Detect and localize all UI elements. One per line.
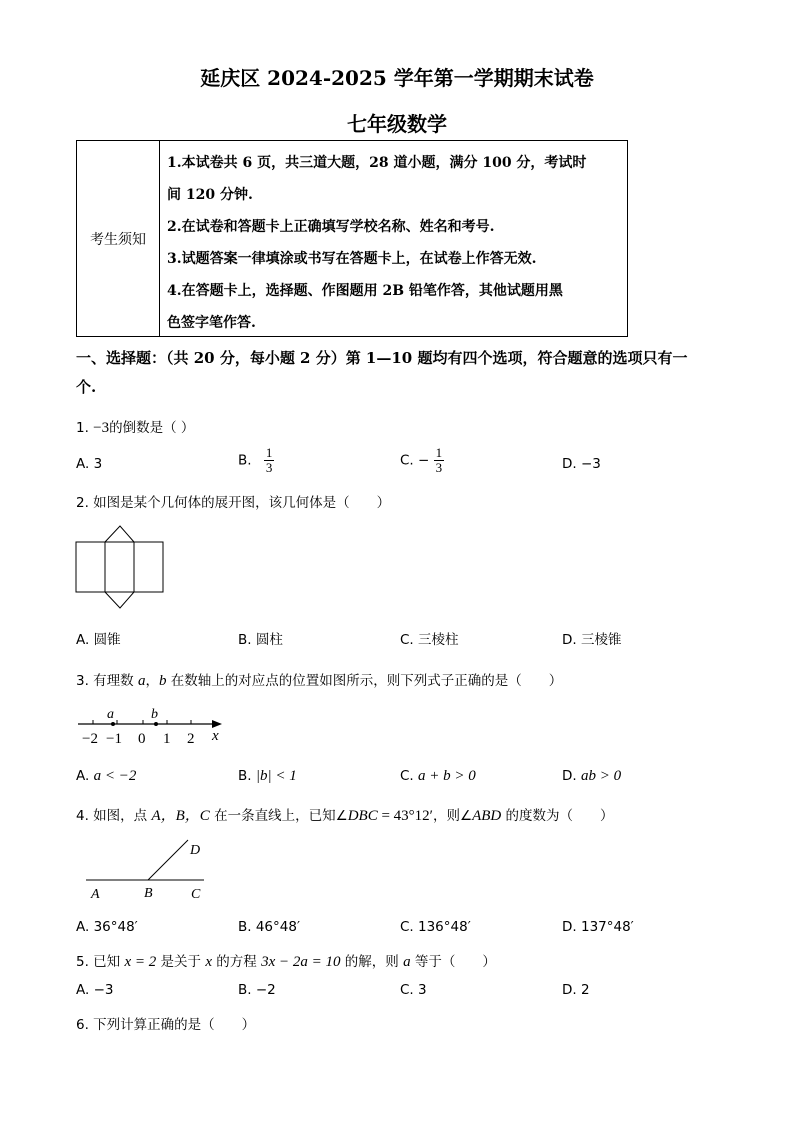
notice-line: 4.在答题卡上，选择题、作图题用 2B 铅笔作答，其他试题用黑 [167,283,563,299]
section-heading-line1: 一、选择题：（共 20 分，每小题 2 分）第 1—10 题均有四个选项，符合题意的选项只有一 [76,349,688,367]
notice-table [76,140,628,337]
notice-line: 色签字笔作答. [167,315,256,331]
q4-option-a: A. 36°48′ [76,919,138,935]
q2-option-c: C. 三棱柱 [400,632,459,648]
q5-option-c: C. 3 [400,982,427,998]
q5-option-d: D. 2 [562,982,590,998]
question-4-stem: 4. 如图，点 A，B，C 在一条直线上，已知∠DBC = 43°12′，则∠ABD 的度数为（ ） [76,808,614,824]
q1-fraction-b: $\frac{1}{3}$ [265,445,273,475]
angle-figure [84,834,210,904]
q1-fraction-c: $\frac{1}{3}$ [435,445,443,475]
point-b-label: b [151,707,158,722]
q1-option-a: A. 3 [76,456,103,472]
tick-label: 1 [163,731,171,747]
q3-option-b: B. |b| < 1 [238,768,297,784]
number-line-figure [76,702,228,748]
q4-option-c: C. 136°48′ [400,919,471,935]
q5-option-a: A. −3 [76,982,114,998]
exam-subtitle: 七年级数学 [347,112,447,136]
q2-option-a: A. 圆锥 [76,632,121,648]
question-5-stem: 5. 已知 x = 2 是关于 x 的方程 3x − 2a = 10 的解，则 a 等于（ ） [76,954,496,970]
section-heading-line2: 个. [76,378,97,396]
q2-option-b: B. 圆柱 [238,632,283,648]
q1-math: −3 [93,420,110,436]
tick-label: −1 [106,731,122,747]
q1-option-b: B. $\frac{1}{3}$ [238,445,273,475]
notice-line: 2.在试卷和答题卡上正确填写学校名称、姓名和考号. [167,219,495,235]
point-label-c: C [191,887,201,902]
point-label-a: A [91,887,100,902]
question-3-stem: 3. 有理数 a，b 在数轴上的对应点的位置如图所示，则下列式子正确的是（ ） [76,673,563,689]
q3-option-a: A. a < −2 [76,768,137,784]
point-label-d: D [190,843,201,858]
q4-option-b: B. 46°48′ [238,919,301,935]
notice-body [167,147,622,339]
tick-label: 2 [187,731,195,747]
axis-variable-label: x [212,728,219,744]
q2-option-d: D. 三棱锥 [562,632,622,648]
notice-label: 考生须知 [77,141,160,336]
q4-option-d: D. 137°48′ [562,919,634,935]
question-6-stem: 6. 下列计算正确的是（ ） [76,1017,256,1033]
notice-line: 间 120 分钟. [167,187,253,203]
q3-option-c: C. a + b > 0 [400,768,476,784]
prism-net-figure [74,522,168,612]
q5-option-b: B. −2 [238,982,276,998]
point-a-label: a [107,707,114,722]
exam-title: 延庆区 2024-2025 学年第一学期期末试卷 [200,66,594,90]
question-2-stem: 2. 如图是某个几何体的展开图，该几何体是（ ） [76,495,391,511]
tick-label: 0 [138,731,146,747]
question-1-stem: 1. −3的倒数是（ ） [76,420,195,436]
point-label-b: B [144,886,153,901]
q1-option-c: C. − $\frac{1}{3}$ [400,445,443,475]
tick-label: −2 [82,731,98,747]
q1-option-d: D. −3 [562,456,601,472]
q3-option-d: D. ab > 0 [562,768,622,784]
notice-line: 3.试题答案一律填涂或书写在答题卡上，在试卷上作答无效. [167,251,537,267]
notice-line: 1.本试卷共 6 页，共三道大题，28 道小题，满分 100 分，考试时 [167,155,587,171]
